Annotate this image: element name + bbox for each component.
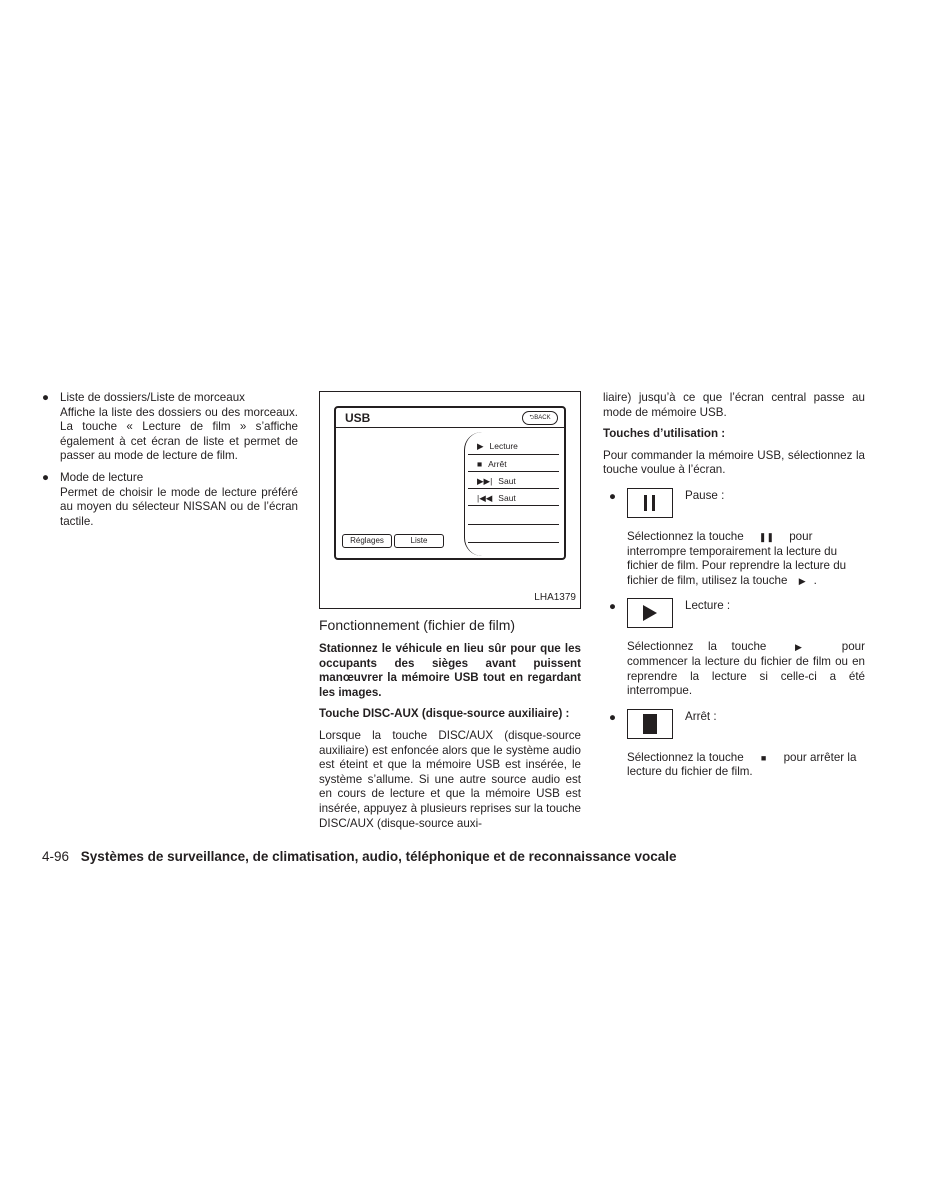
back-button bbox=[522, 411, 558, 425]
play-icon bbox=[642, 604, 658, 622]
back-label: BACK bbox=[534, 415, 551, 421]
back-arrow-icon: ⮌ bbox=[529, 415, 535, 421]
continuation-text: liaire) jusqu’à ce que l’écran central passe au mode de mémoire USB. bbox=[603, 391, 865, 419]
intro-text: Pour commander la mémoire USB, sélectionnez la touche voulue à l’écran. bbox=[603, 448, 865, 477]
bullet-icon: ● bbox=[42, 470, 50, 484]
desc-text: . bbox=[813, 573, 817, 587]
key-label: Pause : bbox=[685, 488, 725, 502]
right-column bbox=[603, 391, 865, 788]
page-footer bbox=[42, 849, 677, 864]
pause-icon bbox=[643, 494, 657, 512]
skip-forward-icon: ▶▶| bbox=[477, 476, 493, 486]
divider bbox=[468, 505, 559, 506]
divider bbox=[468, 524, 559, 525]
key-row-lecture bbox=[603, 598, 865, 630]
chapter-title: Systèmes de surveillance, de climatisation, audio, téléphonique et de reconnaissance vocale bbox=[80, 849, 677, 864]
key-label: Arrêt : bbox=[685, 709, 717, 723]
divider bbox=[336, 427, 564, 428]
warning-text: Stationnez le véhicule en lieu sûr pour que les occupants des sièges avant puissent manœuvrer la mémoire USB tout en regardant les images. bbox=[319, 642, 581, 699]
desc-text: Sélectionnez la touche bbox=[627, 640, 767, 654]
pause-icon: ❚❚ bbox=[758, 531, 774, 542]
key-description bbox=[627, 751, 865, 780]
usb-screen-figure bbox=[319, 391, 581, 609]
item-title: Mode de lecture bbox=[60, 470, 144, 484]
stop-key bbox=[627, 709, 673, 739]
menu-label: Arrêt bbox=[488, 459, 507, 469]
divider bbox=[468, 542, 559, 543]
key-description bbox=[627, 640, 865, 698]
liste-button: Liste bbox=[394, 534, 444, 548]
stop-icon: ■ bbox=[477, 459, 483, 469]
play-icon: ▶ bbox=[477, 441, 484, 451]
list-item bbox=[42, 471, 298, 529]
figure-code: LHA1379 bbox=[534, 592, 576, 604]
menu-item-saut-forward bbox=[477, 474, 516, 489]
subheading: Touches d’utilisation : bbox=[603, 427, 726, 441]
item-title: Liste de dossiers/Liste de morceaux bbox=[60, 391, 245, 404]
body-text: Lorsque la touche DISC/AUX (disque-source auxiliaire) est enfoncée alors que le système audio est éteint et que la mémoire USB est insérée, le système s’allume. Si une autre source audio est en cours de lecture et que la mémoire USB est insérée, appuyez à plusieurs reprises sur la touche DISC/AUX (disque-source auxi- bbox=[319, 728, 581, 830]
stop-icon bbox=[642, 713, 658, 735]
screen-title: USB bbox=[345, 411, 371, 425]
divider bbox=[468, 488, 559, 489]
item-body: Permet de choisir le mode de lecture préféré au moyen du sélecteur NISSAN ou de l’écran tactile. bbox=[60, 485, 298, 528]
skip-back-icon: |◀◀ bbox=[477, 493, 493, 503]
playback-menu bbox=[464, 432, 565, 556]
play-icon: ▶ bbox=[794, 642, 814, 653]
left-column bbox=[42, 391, 298, 536]
menu-label: Lecture bbox=[489, 441, 518, 451]
menu-item-saut-back bbox=[477, 491, 516, 506]
key-label: Lecture : bbox=[685, 599, 731, 613]
play-key bbox=[627, 598, 673, 628]
pause-key bbox=[627, 488, 673, 518]
bullet-icon: ● bbox=[42, 391, 50, 404]
list-item bbox=[42, 391, 298, 464]
middle-column bbox=[319, 391, 581, 838]
desc-text: Sélectionnez la touche bbox=[627, 750, 744, 764]
key-row-pause bbox=[603, 488, 865, 520]
menu-item-lecture bbox=[477, 439, 518, 454]
key-row-arret bbox=[603, 709, 865, 741]
desc-text: pour interrompre temporairement la lecture du fichier de film. Pour reprendre la lecture du fichier de film, utilisez la touche bbox=[627, 529, 847, 587]
key-description bbox=[627, 530, 865, 588]
divider bbox=[468, 471, 559, 472]
menu-label: Saut bbox=[498, 476, 516, 486]
bullet-icon: ● bbox=[609, 710, 617, 724]
desc-text: Sélectionnez la touche bbox=[627, 529, 744, 543]
bullet-icon: ● bbox=[609, 489, 617, 503]
desc-text: pour commencer la lecture du fichier de film ou en reprendre la lecture si celle-ci a été interrompue. bbox=[627, 640, 865, 698]
divider bbox=[468, 454, 559, 455]
section-heading: Fonctionnement (fichier de film) bbox=[319, 617, 516, 633]
usb-screen bbox=[334, 406, 566, 560]
page-number: 4-96 bbox=[42, 849, 70, 864]
subheading: Touche DISC-AUX (disque-source auxiliaire) : bbox=[319, 707, 570, 721]
item-body: Affiche la liste des dossiers ou des morceaux. La touche « Lecture de film » s’affiche également à cet écran de liste et permet de passer au mode de lecture de film. bbox=[60, 405, 298, 463]
play-icon: ▶ bbox=[798, 575, 806, 586]
menu-label: Saut bbox=[498, 493, 516, 503]
stop-icon: ■ bbox=[760, 752, 767, 763]
desc-text: pour arrêter la lecture du fichier de film. bbox=[627, 750, 857, 779]
bullet-icon: ● bbox=[609, 600, 617, 614]
menu-item-arret bbox=[477, 457, 507, 472]
reglages-button: Réglages bbox=[342, 534, 392, 548]
